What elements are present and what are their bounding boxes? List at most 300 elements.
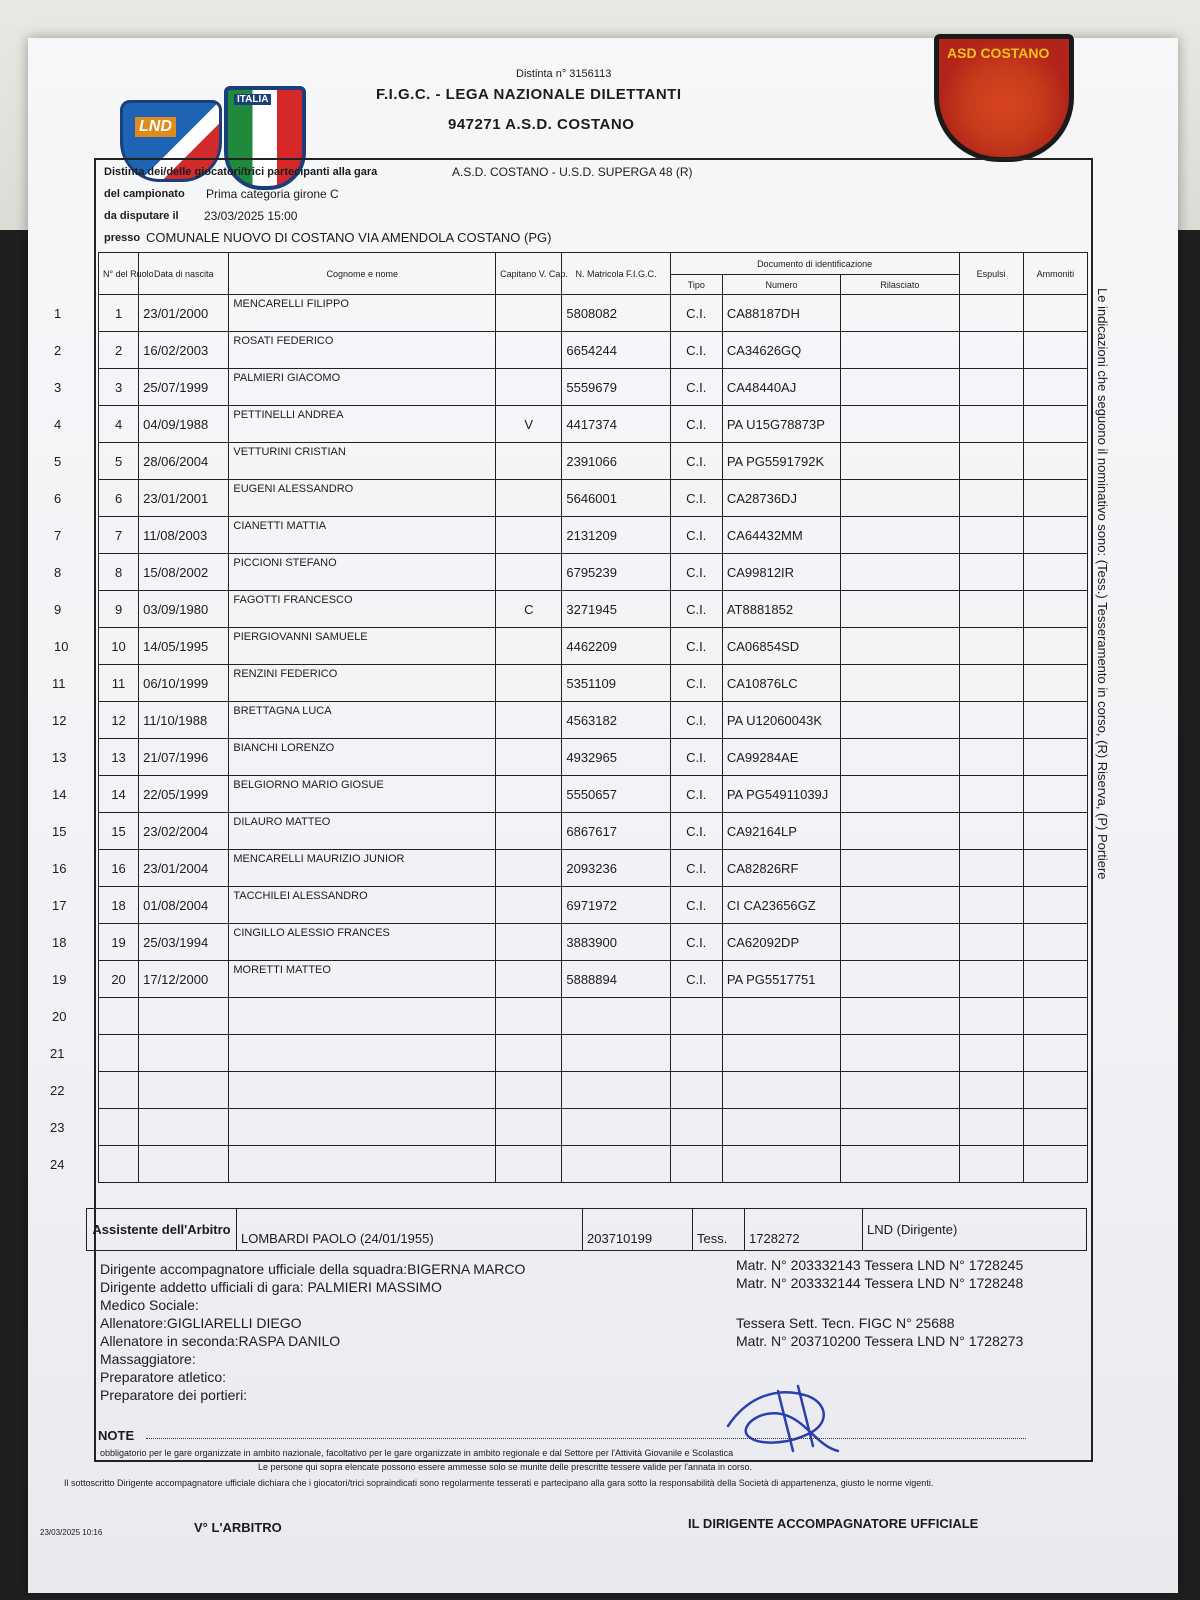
line-number: 2 — [54, 343, 62, 358]
table-row — [99, 1146, 1088, 1183]
cell-nascita: 16/02/2003 — [139, 332, 229, 369]
cell-rilasciato — [841, 295, 959, 332]
cell-tipo: C.I. — [670, 813, 722, 850]
cell-espulsi — [959, 591, 1023, 628]
cell-nascita: 23/01/2001 — [139, 480, 229, 517]
cell-matricola: 5808082 — [562, 295, 670, 332]
cell-tipo: C.I. — [670, 665, 722, 702]
cell-ammoniti — [1023, 776, 1087, 813]
cell-espulsi — [959, 1146, 1023, 1183]
cell-capitano — [496, 850, 562, 887]
cell-ammoniti — [1023, 961, 1087, 998]
cell-rilasciato — [841, 1072, 959, 1109]
assistant-tipo: Tess. — [693, 1209, 745, 1251]
cell-ammoniti — [1023, 295, 1087, 332]
table-row — [99, 443, 1088, 480]
cell-nome — [229, 1072, 496, 1109]
cell-nome: CIANETTI MATTIA — [229, 517, 496, 554]
cell-nascita: 11/08/2003 — [139, 517, 229, 554]
table-row — [99, 887, 1088, 924]
cell-numero: CA06854SD — [722, 628, 840, 665]
note-text-2: Le persone qui sopra elencate possono essere ammesse solo se munite delle prescritte tessere valide per l'annata in corso. — [258, 1462, 752, 1472]
note-label: NOTE — [98, 1428, 135, 1443]
cell-rilasciato — [841, 517, 959, 554]
cell-tipo: C.I. — [670, 739, 722, 776]
cell-nascita — [139, 1146, 229, 1183]
cell-capitano — [496, 739, 562, 776]
cell-tipo: C.I. — [670, 924, 722, 961]
cell-matricola — [562, 1072, 670, 1109]
cell-tipo: C.I. — [670, 406, 722, 443]
cell-nome: BRETTAGNA LUCA — [229, 702, 496, 739]
cell-numero: CA99812IR — [722, 554, 840, 591]
cell-espulsi — [959, 998, 1023, 1035]
cell-nome: FAGOTTI FRANCESCO — [229, 591, 496, 628]
cell-matricola — [562, 1035, 670, 1072]
cell-nascita — [139, 1109, 229, 1146]
cell-ammoniti — [1023, 1109, 1087, 1146]
cell-ammoniti — [1023, 702, 1087, 739]
assistant-label: Assistente dell'Arbitro — [87, 1209, 237, 1251]
staff-matr-1: Matr. N° 203332143 Tessera LND N° 1728245 — [736, 1257, 1024, 1273]
cell-capitano — [496, 554, 562, 591]
line-number: 11 — [52, 676, 66, 691]
cell-ammoniti — [1023, 665, 1087, 702]
club-title: 947271 A.S.D. COSTANO — [448, 116, 635, 133]
table-row — [99, 480, 1088, 517]
cell-tipo: C.I. — [670, 702, 722, 739]
col-ruolo: N° del Ruolo — [99, 253, 139, 295]
match-sheet-paper — [28, 38, 1178, 1593]
cell-ruolo: 16 — [99, 850, 139, 887]
cell-rilasciato — [841, 406, 959, 443]
cell-tipo — [670, 1035, 722, 1072]
cell-matricola: 6971972 — [562, 887, 670, 924]
cell-numero: PA U12060043K — [722, 702, 840, 739]
cell-espulsi — [959, 665, 1023, 702]
cell-ruolo — [99, 1146, 139, 1183]
cell-ruolo: 13 — [99, 739, 139, 776]
declaration-text: Il sottoscritto Dirigente accompagnatore ufficiale dichiara che i giocatori/trici sopraindicati sono regolarmente tesserati e partecipano alla gara sotto la responsabilità della Società di appartenenza, giusto le norme vigenti. — [64, 1478, 934, 1488]
table-row — [99, 1072, 1088, 1109]
cell-espulsi — [959, 628, 1023, 665]
cell-espulsi — [959, 961, 1023, 998]
cell-matricola: 4563182 — [562, 702, 670, 739]
cell-nascita: 01/08/2004 — [139, 887, 229, 924]
cell-rilasciato — [841, 924, 959, 961]
cell-ruolo: 10 — [99, 628, 139, 665]
cell-capitano — [496, 517, 562, 554]
cell-capitano — [496, 887, 562, 924]
cell-rilasciato — [841, 1146, 959, 1183]
campionato-label: del campionato — [104, 188, 185, 200]
cell-nome: RENZINI FEDERICO — [229, 665, 496, 702]
cell-numero — [722, 1072, 840, 1109]
cell-tipo: C.I. — [670, 295, 722, 332]
cell-nascita: 25/07/1999 — [139, 369, 229, 406]
cell-nome: EUGENI ALESSANDRO — [229, 480, 496, 517]
cell-capitano — [496, 665, 562, 702]
cell-matricola: 5559679 — [562, 369, 670, 406]
cell-matricola: 5888894 — [562, 961, 670, 998]
cell-capitano — [496, 369, 562, 406]
cell-ruolo: 4 — [99, 406, 139, 443]
cell-rilasciato — [841, 480, 959, 517]
col-documento: Documento di identificazione — [670, 253, 959, 275]
cell-tipo: C.I. — [670, 887, 722, 924]
note-text-1: obbligatorio per le gare organizzate in ambito nazionale, facoltativo per le gare organizzate in ambito regionale e dal Settore per l'Attività Giovanile e Scolastica — [100, 1448, 734, 1458]
cell-numero: CA92164LP — [722, 813, 840, 850]
cell-rilasciato — [841, 776, 959, 813]
cell-matricola: 2093236 — [562, 850, 670, 887]
cell-ammoniti — [1023, 998, 1087, 1035]
cell-nome — [229, 1146, 496, 1183]
cell-ammoniti — [1023, 443, 1087, 480]
cell-nome: PIERGIOVANNI SAMUELE — [229, 628, 496, 665]
cell-tipo — [670, 1109, 722, 1146]
cell-nome — [229, 998, 496, 1035]
cell-ruolo: 11 — [99, 665, 139, 702]
cell-ammoniti — [1023, 591, 1087, 628]
cell-ruolo: 18 — [99, 887, 139, 924]
cell-numero: CA62092DP — [722, 924, 840, 961]
cell-espulsi — [959, 480, 1023, 517]
col-espulsi: Espulsi — [959, 253, 1023, 295]
assistant-table — [86, 1208, 1087, 1251]
cell-numero: PA PG54911039J — [722, 776, 840, 813]
cell-ruolo — [99, 1072, 139, 1109]
cell-nascita: 14/05/1995 — [139, 628, 229, 665]
col-numero: Numero — [722, 275, 840, 295]
line-number: 8 — [54, 565, 62, 580]
cell-tipo — [670, 1072, 722, 1109]
cell-ammoniti — [1023, 850, 1087, 887]
cell-rilasciato — [841, 443, 959, 480]
cell-nome: CINGILLO ALESSIO FRANCES — [229, 924, 496, 961]
line-number: 7 — [54, 528, 62, 543]
handwritten-signature — [718, 1376, 858, 1456]
line-number: 12 — [52, 713, 67, 728]
cell-nascita: 25/03/1994 — [139, 924, 229, 961]
cell-tipo — [670, 1146, 722, 1183]
cell-nome: PICCIONI STEFANO — [229, 554, 496, 591]
arbitro-signature-label: V° L'ARBITRO — [194, 1520, 282, 1535]
cell-ammoniti — [1023, 554, 1087, 591]
cell-tipo — [670, 998, 722, 1035]
cell-nascita: 23/02/2004 — [139, 813, 229, 850]
cell-espulsi — [959, 406, 1023, 443]
cell-tipo: C.I. — [670, 332, 722, 369]
line-number: 3 — [54, 380, 62, 395]
cell-espulsi — [959, 1072, 1023, 1109]
cell-ammoniti — [1023, 480, 1087, 517]
table-row — [99, 961, 1088, 998]
cell-nome — [229, 1035, 496, 1072]
cell-ruolo: 6 — [99, 480, 139, 517]
match-value: A.S.D. COSTANO - U.S.D. SUPERGA 48 (R) — [452, 165, 693, 179]
cell-tipo: C.I. — [670, 554, 722, 591]
cell-capitano — [496, 295, 562, 332]
table-row — [99, 813, 1088, 850]
cell-numero: CA82826RF — [722, 850, 840, 887]
cell-tipo: C.I. — [670, 480, 722, 517]
venue-value: COMUNALE NUOVO DI COSTANO VIA AMENDOLA COSTANO (PG) — [146, 230, 552, 245]
line-number: 15 — [52, 824, 67, 839]
cell-matricola: 6795239 — [562, 554, 670, 591]
cell-numero: CA48440AJ — [722, 369, 840, 406]
cell-matricola: 3271945 — [562, 591, 670, 628]
cell-espulsi — [959, 1035, 1023, 1072]
cell-matricola: 4932965 — [562, 739, 670, 776]
cell-rilasciato — [841, 998, 959, 1035]
cell-capitano — [496, 480, 562, 517]
staff-tessera-tecnica: Tessera Sett. Tecn. FIGC N° 25688 — [736, 1315, 955, 1331]
cell-ruolo: 5 — [99, 443, 139, 480]
players-table — [98, 252, 1088, 1183]
line-number: 17 — [52, 898, 67, 913]
cell-tipo: C.I. — [670, 369, 722, 406]
cell-nome — [229, 1109, 496, 1146]
cell-rilasciato — [841, 961, 959, 998]
cell-rilasciato — [841, 665, 959, 702]
table-row — [99, 554, 1088, 591]
cell-capitano: V — [496, 406, 562, 443]
cell-matricola: 4462209 — [562, 628, 670, 665]
cell-capitano — [496, 961, 562, 998]
cell-capitano — [496, 443, 562, 480]
cell-nascita: 17/12/2000 — [139, 961, 229, 998]
cell-rilasciato — [841, 739, 959, 776]
cell-numero: CA34626GQ — [722, 332, 840, 369]
cell-nome: DILAURO MATTEO — [229, 813, 496, 850]
print-timestamp: 23/03/2025 10:16 — [40, 1528, 103, 1537]
cell-tipo: C.I. — [670, 850, 722, 887]
cell-tipo: C.I. — [670, 517, 722, 554]
cell-rilasciato — [841, 1035, 959, 1072]
cell-ammoniti — [1023, 739, 1087, 776]
cell-espulsi — [959, 443, 1023, 480]
cell-numero — [722, 998, 840, 1035]
line-number: 9 — [54, 602, 62, 617]
staff-preparatore-portieri: Preparatore dei portieri: — [100, 1387, 248, 1403]
cell-numero — [722, 1109, 840, 1146]
table-row — [99, 702, 1088, 739]
line-number: 20 — [52, 1009, 67, 1024]
line-number: 19 — [52, 972, 67, 987]
cell-capitano: C — [496, 591, 562, 628]
cell-capitano — [496, 776, 562, 813]
cell-ammoniti — [1023, 887, 1087, 924]
cell-tipo: C.I. — [670, 776, 722, 813]
cell-ammoniti — [1023, 517, 1087, 554]
cell-matricola: 5351109 — [562, 665, 670, 702]
cell-capitano — [496, 628, 562, 665]
cell-numero — [722, 1035, 840, 1072]
cell-espulsi — [959, 1109, 1023, 1146]
campionato-value: Prima categoria girone C — [206, 187, 339, 201]
cell-matricola: 5646001 — [562, 480, 670, 517]
line-number: 14 — [52, 787, 67, 802]
cell-ammoniti — [1023, 406, 1087, 443]
cell-tipo: C.I. — [670, 961, 722, 998]
cell-tipo: C.I. — [670, 591, 722, 628]
cell-ruolo: 9 — [99, 591, 139, 628]
assistant-rilasciato: LND (Dirigente) — [863, 1209, 1087, 1251]
cell-rilasciato — [841, 1109, 959, 1146]
cell-nascita: 03/09/1980 — [139, 591, 229, 628]
cell-nascita: 11/10/1988 — [139, 702, 229, 739]
table-row — [99, 998, 1088, 1035]
cell-numero — [722, 1146, 840, 1183]
cell-capitano — [496, 332, 562, 369]
table-row — [99, 628, 1088, 665]
line-number: 18 — [52, 935, 67, 950]
table-row — [99, 591, 1088, 628]
col-nascita: Data di nascita — [139, 253, 229, 295]
cell-ruolo — [99, 1035, 139, 1072]
assistant-numero: 1728272 — [745, 1209, 863, 1251]
cell-espulsi — [959, 332, 1023, 369]
cell-numero: CA88187DH — [722, 295, 840, 332]
table-row — [99, 517, 1088, 554]
line-number: 13 — [52, 750, 67, 765]
cell-ruolo: 19 — [99, 924, 139, 961]
cell-rilasciato — [841, 628, 959, 665]
cell-nascita: 21/07/1996 — [139, 739, 229, 776]
asd-logo-text: ASD COSTANO — [947, 45, 1050, 61]
cell-ruolo: 14 — [99, 776, 139, 813]
cell-espulsi — [959, 887, 1023, 924]
cell-rilasciato — [841, 702, 959, 739]
cell-rilasciato — [841, 887, 959, 924]
line-number: 1 — [54, 306, 62, 321]
staff-preparatore-atletico: Preparatore atletico: — [100, 1369, 227, 1385]
line-number: 24 — [50, 1157, 65, 1172]
table-row — [99, 739, 1088, 776]
cell-espulsi — [959, 702, 1023, 739]
distinta-label: Distinta dei/delle giocatori/trici partecipanti alla gara — [104, 166, 378, 178]
table-row — [99, 924, 1088, 961]
cell-nome: PETTINELLI ANDREA — [229, 406, 496, 443]
cell-capitano — [496, 1146, 562, 1183]
cell-numero: AT8881852 — [722, 591, 840, 628]
cell-ammoniti — [1023, 924, 1087, 961]
line-number: 21 — [50, 1046, 65, 1061]
cell-ruolo: 1 — [99, 295, 139, 332]
cell-nome: MORETTI MATTEO — [229, 961, 496, 998]
staff-allenatore-seconda: Allenatore in seconda:RASPA DANILO — [100, 1333, 341, 1349]
cell-nascita — [139, 998, 229, 1035]
table-row — [99, 295, 1088, 332]
col-nome: Cognome e nome — [229, 253, 496, 295]
cell-rilasciato — [841, 332, 959, 369]
line-number: 10 — [54, 639, 69, 654]
cell-numero: CI CA23656GZ — [722, 887, 840, 924]
assistant-name: LOMBARDI PAOLO (24/01/1955) — [237, 1209, 583, 1251]
cell-rilasciato — [841, 813, 959, 850]
table-row — [99, 850, 1088, 887]
asd-costano-logo — [934, 34, 1074, 162]
cell-ammoniti — [1023, 369, 1087, 406]
cell-numero: PA U15G78873P — [722, 406, 840, 443]
staff-massaggiatore: Massaggiatore: — [100, 1351, 196, 1367]
cell-espulsi — [959, 776, 1023, 813]
cell-espulsi — [959, 850, 1023, 887]
cell-capitano — [496, 813, 562, 850]
cell-nome: TACCHILEI ALESSANDRO — [229, 887, 496, 924]
cell-nascita: 28/06/2004 — [139, 443, 229, 480]
line-number: 6 — [54, 491, 62, 506]
table-row — [99, 776, 1088, 813]
cell-rilasciato — [841, 850, 959, 887]
cell-matricola: 6867617 — [562, 813, 670, 850]
col-tipo: Tipo — [670, 275, 722, 295]
cell-matricola: 2391066 — [562, 443, 670, 480]
cell-nome: VETTURINI CRISTIAN — [229, 443, 496, 480]
staff-matr-2: Matr. N° 203332144 Tessera LND N° 1728248 — [736, 1275, 1024, 1291]
cell-capitano — [496, 998, 562, 1035]
cell-ammoniti — [1023, 332, 1087, 369]
cell-rilasciato — [841, 554, 959, 591]
cell-espulsi — [959, 924, 1023, 961]
cell-espulsi — [959, 554, 1023, 591]
cell-nome: BIANCHI LORENZO — [229, 739, 496, 776]
cell-espulsi — [959, 295, 1023, 332]
cell-ammoniti — [1023, 1035, 1087, 1072]
cell-ruolo: 3 — [99, 369, 139, 406]
note-line — [146, 1438, 1026, 1439]
line-number: 23 — [50, 1120, 65, 1135]
cell-numero: CA10876LC — [722, 665, 840, 702]
distinta-number: Distinta n° 3156113 — [516, 68, 612, 80]
cell-nome: BELGIORNO MARIO GIOSUE — [229, 776, 496, 813]
cell-nome: MENCARELLI FILIPPO — [229, 295, 496, 332]
cell-matricola: 6654244 — [562, 332, 670, 369]
cell-nascita: 23/01/2000 — [139, 295, 229, 332]
cell-matricola: 4417374 — [562, 406, 670, 443]
lnd-logo-text: LND — [135, 117, 176, 137]
cell-ruolo: 7 — [99, 517, 139, 554]
cell-espulsi — [959, 813, 1023, 850]
cell-ruolo: 12 — [99, 702, 139, 739]
col-ammoniti: Ammoniti — [1023, 253, 1087, 295]
cell-espulsi — [959, 369, 1023, 406]
cell-rilasciato — [841, 369, 959, 406]
cell-matricola — [562, 998, 670, 1035]
cell-capitano — [496, 924, 562, 961]
table-row — [99, 1035, 1088, 1072]
cell-numero: CA64432MM — [722, 517, 840, 554]
cell-nome: ROSATI FEDERICO — [229, 332, 496, 369]
venue-label: presso — [104, 232, 141, 244]
cell-capitano — [496, 1109, 562, 1146]
table-row — [99, 332, 1088, 369]
cell-nascita — [139, 1035, 229, 1072]
cell-nascita — [139, 1072, 229, 1109]
cell-nascita: 15/08/2002 — [139, 554, 229, 591]
line-number: 16 — [52, 861, 67, 876]
cell-nascita: 23/01/2004 — [139, 850, 229, 887]
cell-matricola — [562, 1146, 670, 1183]
cell-matricola: 3883900 — [562, 924, 670, 961]
staff-matr-3: Matr. N° 203710200 Tessera LND N° 1728273 — [736, 1333, 1024, 1349]
staff-medico: Medico Sociale: — [100, 1297, 199, 1313]
table-row — [99, 665, 1088, 702]
cell-nome: MENCARELLI MAURIZIO JUNIOR — [229, 850, 496, 887]
dirigente-signature-label: IL DIRIGENTE ACCOMPAGNATORE UFFICIALE — [688, 1516, 979, 1531]
cell-numero: CA99284AE — [722, 739, 840, 776]
cell-espulsi — [959, 739, 1023, 776]
